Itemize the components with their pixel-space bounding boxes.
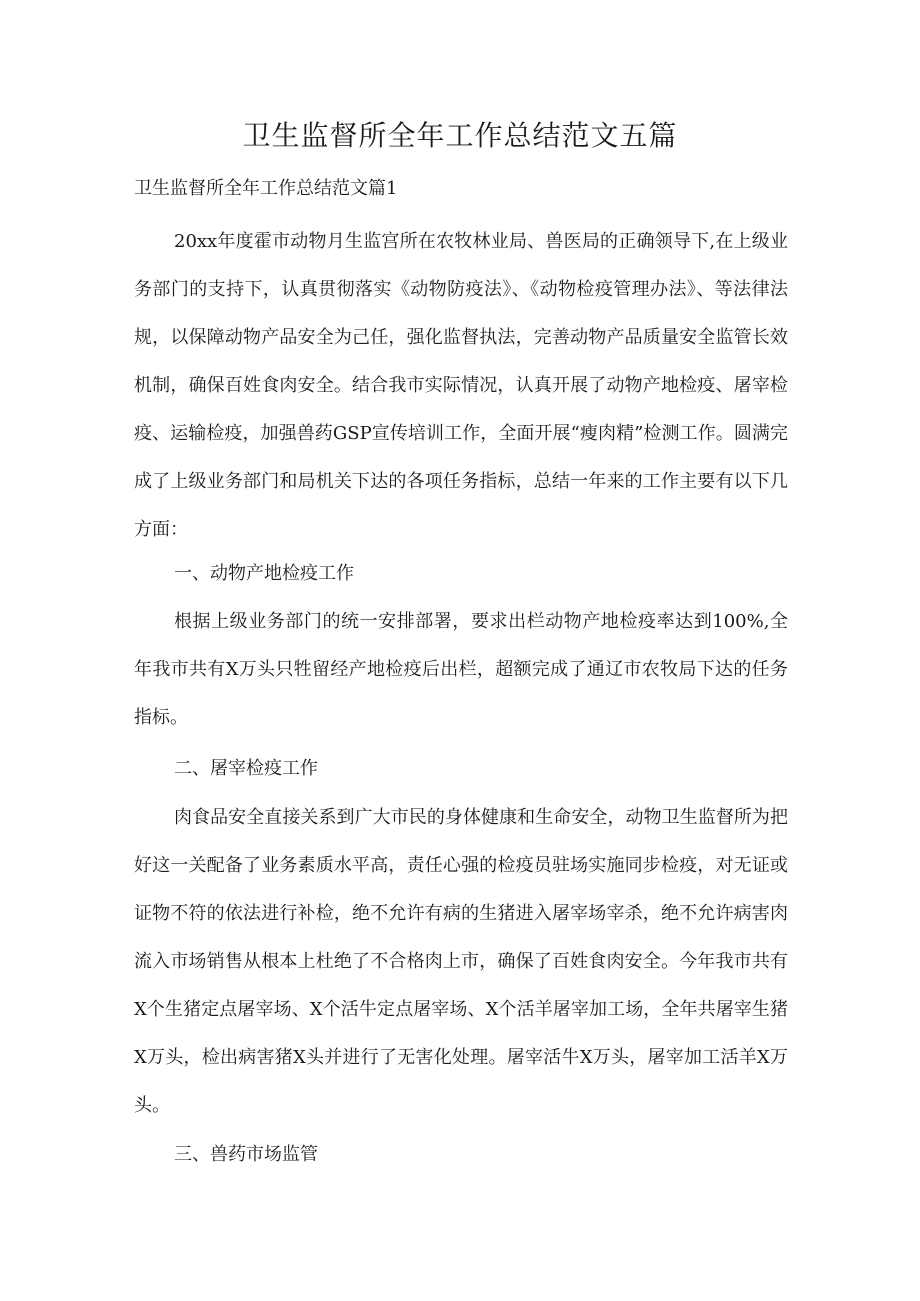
section-heading-1: 一、动物产地检疫工作 (174, 563, 354, 584)
document-subtitle: 卫生监督所全年工作总结范文篇1 (134, 178, 398, 199)
section-heading-2: 二、屠宰检疫工作 (174, 758, 318, 779)
paragraph-origin-quarantine: 根据上级业务部门的统一安排部署，要求出栏动物产地检疫率达到100%,全年我市共有X万头只牲留经产地检疫后出栏，超额完成了通辽市农牧局下达的任务指标。 (134, 611, 788, 728)
paragraph-intro: 20xx年度霍市动物月生监宫所在农牧林业局、兽医局的正确领导下,在上级业务部门的支持下，认真贯彻落实《动物防疫法》、《动物检疫管理办法》、等法律法规，以保障动物产品安全为己任，强化监督执法，完善动物产品质量安全监管长效机制，确保百姓食肉安全。结合我市实际情况，认真开展了动物产地检疫、屠宰检疫、运输检疫，加强兽药GSP宣传培训工作，全面开展“瘦肉精”检测工作。圆满完成了上级业务部门和局机关下达的各项任务指标，总结一年来的工作主要有以下几方面： (134, 231, 788, 540)
document-title: 卫生监督所全年工作总结范文五篇 (242, 119, 678, 152)
section-heading-3: 三、兽药市场监管 (174, 1144, 318, 1165)
paragraph-slaughter-quarantine: 肉食品安全直接关系到广大市民的身体健康和生命安全，动物卫生监督所为把好这一关配备了业务素质水平高，责任心强的检疫员驻场实施同步检疫，对无证或证物不符的依法进行补检，绝不允许有病的生猪进入屠宰场宰杀，绝不允许病害肉流入市场销售从根本上杜绝了不合格肉上市，确保了百姓食肉安全。今年我市共有X个生猪定点屠宰场、X个活牛定点屠宰场、X个活羊屠宰加工场，全年共屠宰生猪X万头，检出病害猪X头并进行了无害化处理。屠宰活牛X万头，屠宰加工活羊X万头。 (134, 807, 788, 1116)
